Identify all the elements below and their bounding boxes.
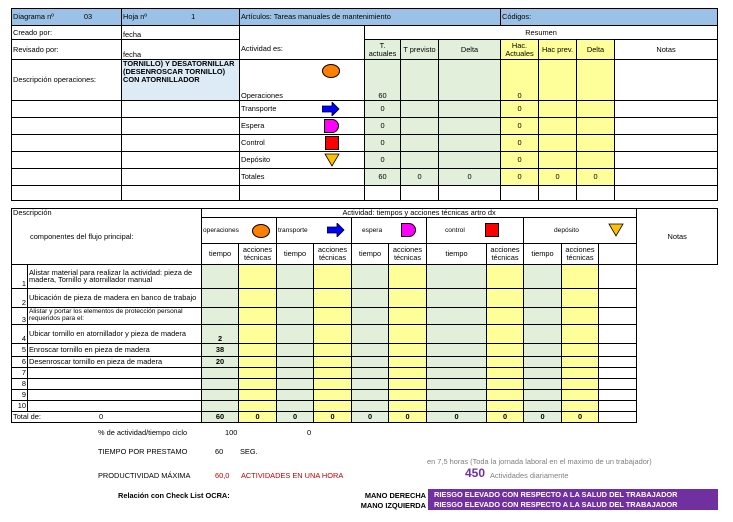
transport-arrow-icon: [322, 102, 340, 116]
loan-value: 60: [215, 447, 224, 456]
productivity-label: PRODUCTIVIDAD MÁXIMA: [98, 471, 191, 480]
pct-value: 100: [225, 428, 238, 437]
summary-row-control: Control: [240, 135, 365, 152]
left-hand-risk-badge: RIESGO ELEVADO CON RESPECTO A LA SALUD DEL TRABAJADOR: [428, 499, 718, 510]
loan-unit: SEG.: [240, 447, 258, 456]
inspection-square-icon: [485, 223, 499, 237]
hac-prev-header: Hac prev.: [539, 40, 577, 60]
reviewed-date: fecha: [122, 40, 240, 60]
reviewed-by-label: Revisado por:: [12, 40, 122, 60]
flow-row: 9: [12, 389, 718, 400]
delay-d-icon: [401, 223, 416, 237]
sheet-number-cell: Hoja nº 1: [122, 9, 240, 26]
productivity-unit: ACTIVIDADES EN UNA HORA: [241, 471, 344, 480]
flow-notes-header: Notas: [637, 209, 718, 265]
left-hand-label: MANO IZQUIERDA: [360, 501, 426, 510]
flow-table: Descripción componentes del flujo principal: Actividad: tiempos y acciones técnicas artro dx Notas operaciones transporte espera control depósito tiempo acciones técnicas tiempo acciones técnicas tiempo acciones técnicas tiempo acciones técnicas tiempo acciones técnicas 1 Alistar material para realizar la actividad: pieza de madera, Tornillo y atornillador manual 2 Ubicación de pieza de madera en banco de trabajo 3 Alistar y portar los elementos de protección personal requeridos para el: 4 Ubicar tornillo en atornillador y pieza de madera 2 5 Enroscar tornillo en pieza de madera 38 6 Desenroscar tornillo en pieza de madera 20 7 8 9 10 Total de: 0 60 0 0 0 0 0 0 0 0 0: [11, 208, 718, 423]
flow-row: 6 Desenroscar tornillo en pieza de madera 20: [12, 356, 718, 367]
pct-label: % de actividad/tiempo ciclo: [98, 428, 188, 437]
cat-operations: operaciones: [202, 217, 277, 243]
summary-row-storage: Depósito: [240, 152, 365, 169]
operation-circle-icon: [322, 64, 340, 78]
hours-text: en 7,5 horas (Toda la jornada laboral en el maximo de un trabajador): [427, 457, 652, 466]
pct-value-2: 0: [307, 428, 312, 437]
summary-row-operations: Operaciones: [240, 60, 365, 101]
flow-description-cell: Descripción componentes del flujo principal:: [12, 209, 202, 265]
codes-cell: Códigos:: [501, 9, 718, 26]
cat-wait: espera: [352, 217, 427, 243]
summary-table: Diagrama nº 03 Hoja nº 1 Artículos: Tareas manuales de mantenimiento Códigos: Creado por: fecha Resumen Revisado por: fecha Actividad es: T. actuales T previsto Delta Hac. Actuales Hac prev. Delta Notas Descripción operaciones: TORNILLO) Y DESATORNILLAR (DESENROSCAR TORNILLO) CON ATORNILLADOR Operaciones 60 0 Transporte 0 0 Espera 0 0 Control 0 0 Depósito 0 0 Totales 60 0 0 0 0 0: [11, 8, 718, 201]
activity-header: Actividad es:: [240, 40, 365, 60]
description-text: TORNILLO) Y DESATORNILLAR (DESENROSCAR TORNILLO) CON ATORNILLADOR: [122, 60, 240, 101]
summary-row-transport: Transporte: [240, 101, 365, 118]
ocra-label: Relación con Check List OCRA:: [118, 491, 230, 500]
flow-row: 1 Alistar material para realizar la actividad: pieza de madera, Tornillo y atornillador manual: [12, 264, 718, 288]
storage-triangle-icon: [324, 153, 340, 167]
operation-circle-icon: [252, 224, 270, 238]
flow-row: 2 Ubicación de pieza de madera en banco de trabajo: [12, 288, 718, 307]
diagram-number-cell: Diagrama nº 03: [12, 9, 122, 26]
t-actual-header: T. actuales: [365, 40, 401, 60]
summary-totals-label: Totales: [240, 169, 365, 186]
created-date: fecha: [122, 26, 240, 40]
transport-arrow-icon: [327, 223, 345, 237]
flow-row: 8: [12, 378, 718, 389]
loan-label: TIEMPO POR PRESTAMO: [98, 447, 188, 456]
summary-title: Resumen: [365, 26, 718, 40]
notes-header: Notas: [615, 40, 718, 60]
flow-row: 3 Alistar y portar los elementos de protección personal requeridos para el:: [12, 307, 718, 324]
cat-storage: depósito: [524, 217, 637, 243]
flow-total-row: Total de: 0 60 0 0 0 0 0 0 0 0 0: [12, 411, 718, 422]
inspection-square-icon: [325, 136, 339, 150]
flow-row: 10: [12, 400, 718, 411]
activity-header: Actividad: tiempos y acciones técnicas artro dx: [202, 209, 637, 218]
flow-row: 5 Enroscar tornillo en pieza de madera 38: [12, 343, 718, 356]
delta2-header: Delta: [577, 40, 615, 60]
flow-row: 4 Ubicar tornillo en atornillador y pieza de madera 2: [12, 324, 718, 343]
description-label: Descripción operaciones:: [12, 60, 122, 101]
delta-header: Delta: [439, 40, 501, 60]
flow-row: 7: [12, 367, 718, 378]
storage-triangle-icon: [608, 223, 624, 237]
daily-label: Actividades diariamente: [490, 471, 569, 480]
summary-row-wait: Espera: [240, 118, 365, 135]
created-by-label: Creado por:: [12, 26, 122, 40]
cat-transport: transporte: [277, 217, 352, 243]
right-hand-label: MANO DERECHA: [364, 491, 426, 500]
hac-actual-header: Hac. Actuales: [501, 40, 539, 60]
right-hand-risk-badge: RIESGO ELEVADO CON RESPECTO A LA SALUD DEL TRABAJADOR: [428, 489, 718, 500]
daily-value: 450: [465, 466, 486, 480]
cat-control: control: [427, 217, 524, 243]
delay-d-icon: [324, 119, 339, 133]
productivity-value: 60,0: [215, 471, 230, 480]
t-planned-header: T previsto: [401, 40, 439, 60]
articles-cell: Artículos: Tareas manuales de mantenimiento: [240, 9, 501, 26]
